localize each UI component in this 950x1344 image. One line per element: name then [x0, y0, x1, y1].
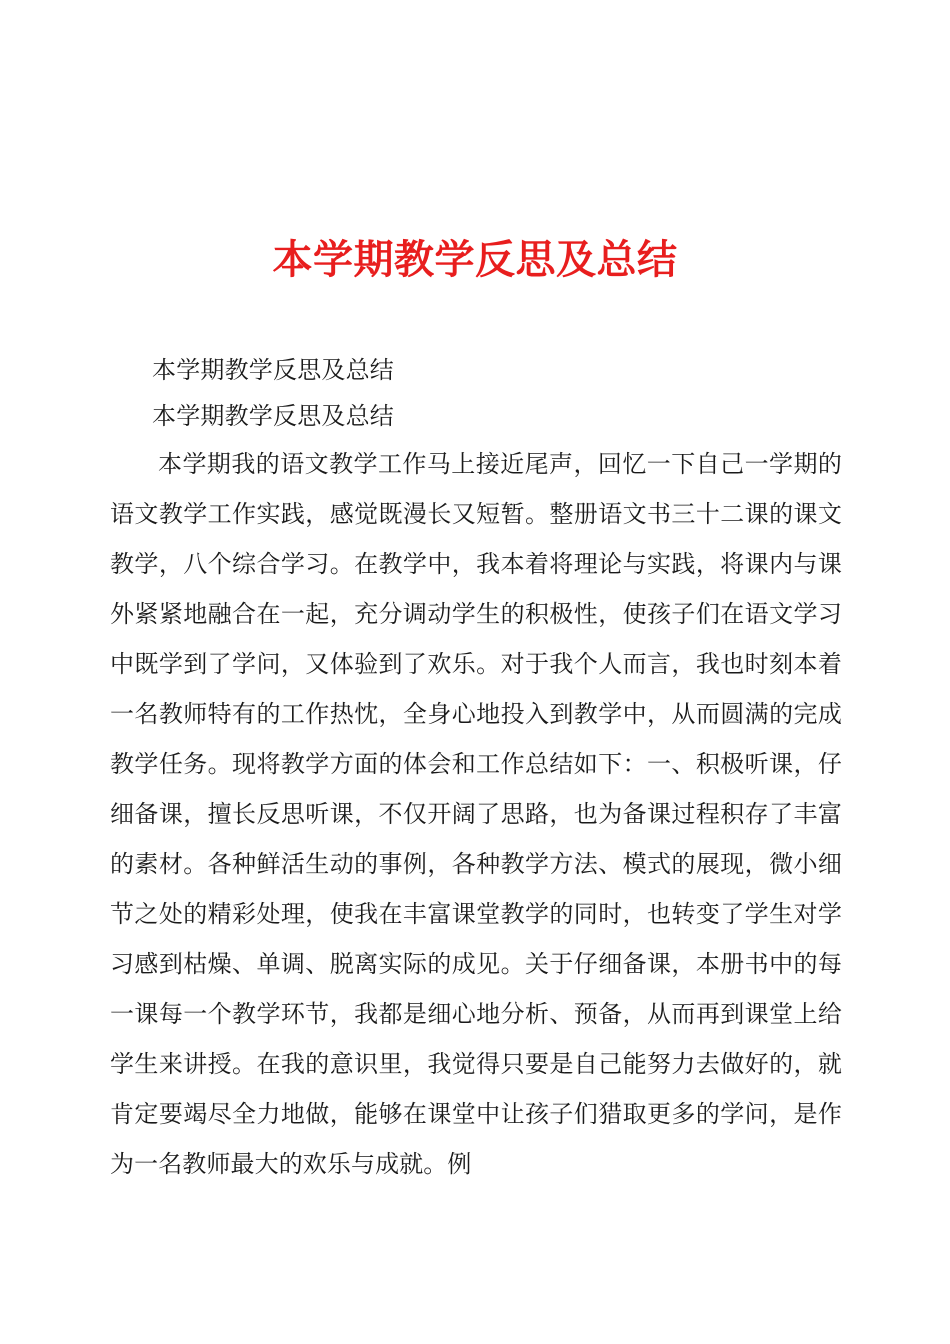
- subheading-line-1: 本学期教学反思及总结: [152, 357, 394, 384]
- body-block: [110, 440, 842, 1190]
- subheading-line-2: 本学期教学反思及总结: [152, 403, 394, 430]
- body-paragraph: 本学期我的语文教学工作马上接近尾声，回忆一下自己一学期的语文教学工作实践，感觉既漫长又短暂。整册语文书三十二课的课文教学，八个综合学习。在教学中，我本着将理论与实践，将课内与课外紧紧地融合在一起，充分调动学生的积极性，使孩子们在语文学习中既学到了学问，又体验到了欢乐。对于我个人而言，我也时刻本着一名教师特有的工作热忱，全身心地投入到教学中，从而圆满的完成教学任务。现将教学方面的体会和工作总结如下：一、积极听课，仔细备课，擅长反思听课，不仅开阔了思路，也为备课过程积存了丰富的素材。各种鲜活生动的事例，各种教学方法、模式的展现，微小细节之处的精彩处理，使我在丰富课堂教学的同时，也转变了学生对学习感到枯燥、单调、脱离实际的成见。关于仔细备课，本册书中的每一课每一个教学环节，我都是细心地分析、预备，从而再到课堂上给学生来讲授。在我的意识里，我觉得只要是自己能努力去做好的，就肯定要竭尽全力地做，能够在课堂中让孩子们猎取更多的学问，是作为一名教师最大的欢乐与成就。例: [110, 451, 842, 1178]
- subheading-block: [110, 348, 840, 440]
- page-title: 本学期教学反思及总结: [272, 236, 678, 282]
